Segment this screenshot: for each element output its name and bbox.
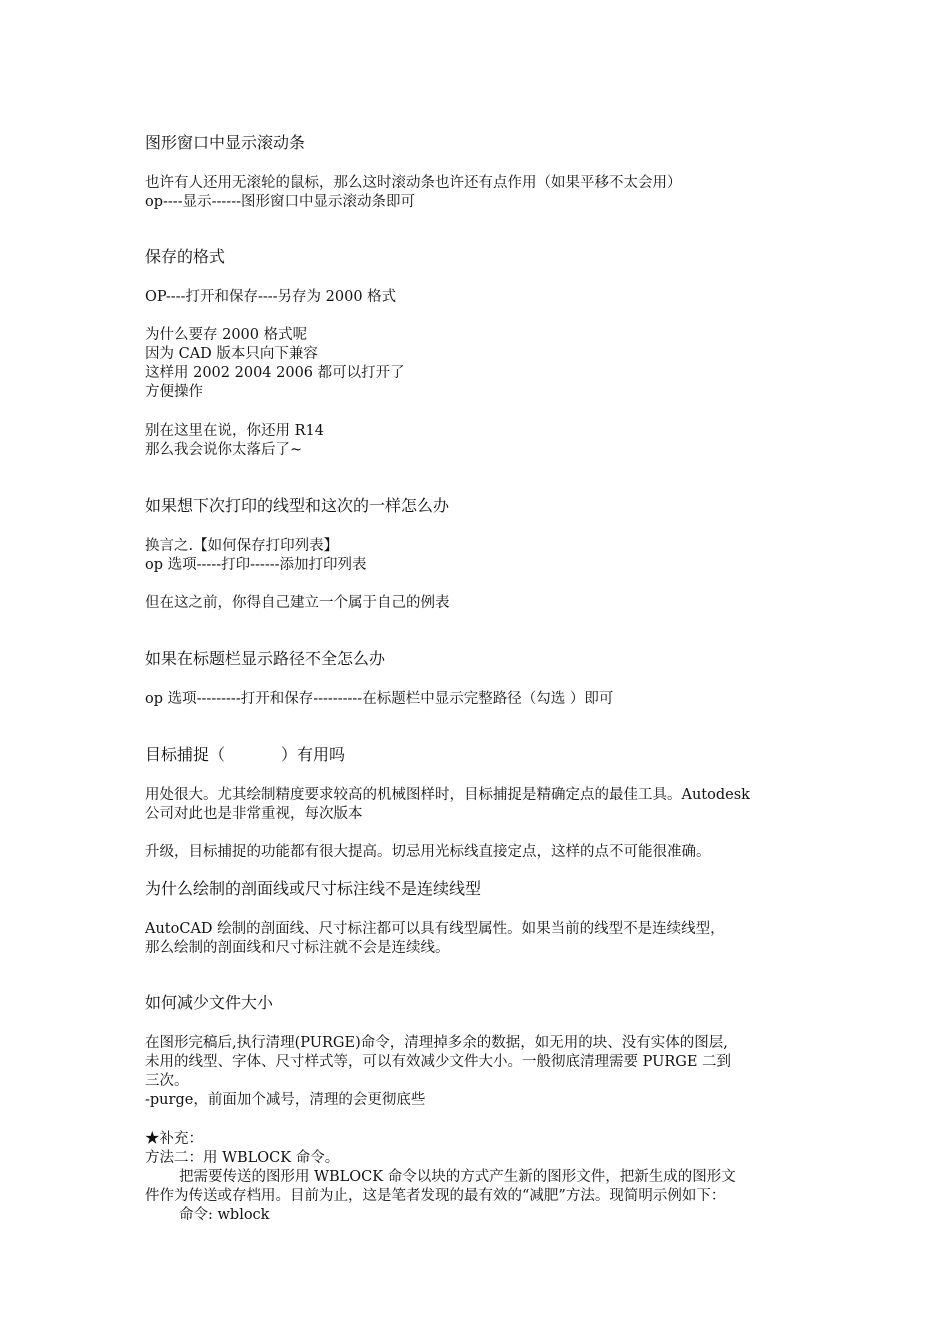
text-line: 为什么要存 2000 格式呢 <box>145 327 308 343</box>
paragraph-hatch-linetype <box>145 920 815 958</box>
heading-save-format: 保存的格式 <box>145 247 226 266</box>
text-line: -purge，前面加个减号，清理的会更彻底些 <box>145 1092 426 1108</box>
text-line: 也许有人还用无滚轮的鼠标，那么这时滚动条也许还有点作用（如果平移不太会用） <box>145 175 682 191</box>
paragraph-scrollbar <box>145 174 815 212</box>
text-line: 用处很大。尤其绘制精度要求较高的机械图样时，目标捕捉是精确定点的最佳工具。Autodesk <box>145 787 750 803</box>
heading-print-linetype: 如果想下次打印的线型和这次的一样怎么办 <box>145 496 450 515</box>
heading-reduce-size: 如何减少文件大小 <box>145 993 274 1012</box>
text-line: 换言之.【如何保存打印列表】 <box>145 538 339 554</box>
heading-scrollbar: 图形窗口中显示滚动条 <box>145 133 306 152</box>
text-line: 方法二：用 WBLOCK 命令。 <box>145 1150 340 1166</box>
text-line: 未用的线型、字体、尺寸样式等，可以有效减少文件大小。一般彻底清理需要 PURGE 二到 <box>145 1054 732 1070</box>
text-line: 但在这之前，你得自己建立一个属于自己的例表 <box>145 595 450 611</box>
paragraph-reduce-size-2 <box>145 1130 815 1225</box>
text-line: op 选项---------打开和保存----------在标题栏中显示完整路径（勾选 ）即可 <box>145 691 614 707</box>
text-line: 升级，目标捕捉的功能都有很大提高。切忌用光标线直接定点，这样的点不可能很准确。 <box>145 844 711 860</box>
text-line: 件作为传送或存档用。目前为止，这是笔者发现的最有效的“减肥”方法。现简明示例如下： <box>145 1188 726 1204</box>
text-line: 这样用 2002 2004 2006 都可以打开了 <box>145 365 405 381</box>
text-line: 公司对此也是非常重视，每次版本 <box>145 806 363 822</box>
heading-title-path: 如果在标题栏显示路径不全怎么办 <box>145 649 386 668</box>
paragraph-object-snap-2 <box>145 843 815 862</box>
text-line: op 选项-----打印------添加打印列表 <box>145 557 367 573</box>
text-line: 命令: wblock <box>179 1207 270 1223</box>
text-line: 在图形完稿后,执行清理(PURGE)命令，清理掉多余的数据，如无用的块、没有实体的图层, <box>145 1035 728 1051</box>
heading-object-snap <box>145 745 345 765</box>
paragraph-object-snap-1 <box>145 786 815 824</box>
text-line: AutoCAD 绘制的剖面线、尺寸标注都可以具有线型属性。如果当前的线型不是连续线型， <box>145 921 725 937</box>
paragraph-print-linetype-2 <box>145 594 815 613</box>
text-line: ★补充： <box>145 1131 203 1147</box>
heading-hatch-linetype: 为什么绘制的剖面线或尺寸标注线不是连续线型 <box>145 879 482 898</box>
paragraph-reduce-size-1 <box>145 1034 815 1110</box>
text-line: 把需要传送的图形用 WBLOCK 命令以块的方式产生新的图形文件，把新生成的图形文 <box>179 1169 736 1185</box>
paragraph-title-path <box>145 690 815 709</box>
paragraph-save-format-3 <box>145 422 815 460</box>
text-line: op----显示------图形窗口中显示滚动条即可 <box>145 194 416 210</box>
text-line: 那么我会说你太落后了~ <box>145 442 303 458</box>
text-line: OP----打开和保存----另存为 2000 格式 <box>145 289 397 305</box>
text-line: 因为 CAD 版本只向下兼容 <box>145 346 318 362</box>
paragraph-save-format-2 <box>145 326 815 402</box>
text-line: 那么绘制的剖面线和尺寸标注就不会是连续线。 <box>145 940 450 956</box>
text-line: 方便操作 <box>145 384 203 400</box>
heading-part: ）有用吗 <box>281 745 346 764</box>
text-line: 别在这里在说，你还用 R14 <box>145 423 324 439</box>
paragraph-print-linetype-1 <box>145 537 815 575</box>
text-line: 三次。 <box>145 1073 189 1089</box>
heading-part: 目标捕捉（ <box>145 745 226 764</box>
paragraph-save-format-1 <box>145 288 815 307</box>
